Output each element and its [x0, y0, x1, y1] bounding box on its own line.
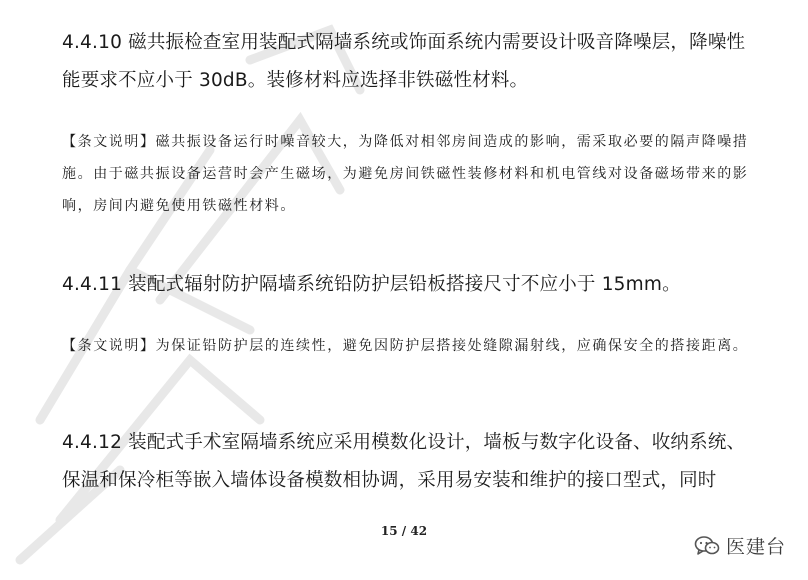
wechat-icon: [694, 535, 720, 557]
clause-4-4-11: 4.4.11 装配式辐射防护隔墙系统铅防护层铅板搭接尺寸不应小于 15mm。: [62, 274, 681, 295]
brand-watermark: [694, 532, 786, 559]
page-number: 15 / 42: [380, 524, 428, 538]
clause-explanation-4-4-11: 【条文说明】为保证铅防护层的连续性，避免因防护层搭接处缝隙漏射线，应确保安全的搭接距离。: [62, 338, 749, 354]
clause-explanation-4-4-10: 【条文说明】磁共振设备运行时噪音较大，为降低对相邻房间造成的影响，需采取必要的隔声降噪措施。由于磁共振设备运营时会产生磁场，为避免房间铁磁性装修材料和机电管线对设备磁场带来的影响，房间内避免使用铁磁性材料。: [62, 134, 749, 214]
clause-4-4-12: 4.4.12 装配式手术室隔墙系统应采用模数化设计，墙板与数字化设备、收纳系统、保温和保冷柜等嵌入墙体设备模数相协调，采用易安装和维护的接口型式，同时: [62, 432, 746, 491]
clause-4-4-10: 4.4.10 磁共振检查室用装配式隔墙系统或饰面系统内需要设计吸音降噪层，降噪性能要求不应小于 30dB。装修材料应选择非铁磁性材料。: [62, 32, 746, 91]
brand-name: 医建台: [725, 536, 786, 558]
